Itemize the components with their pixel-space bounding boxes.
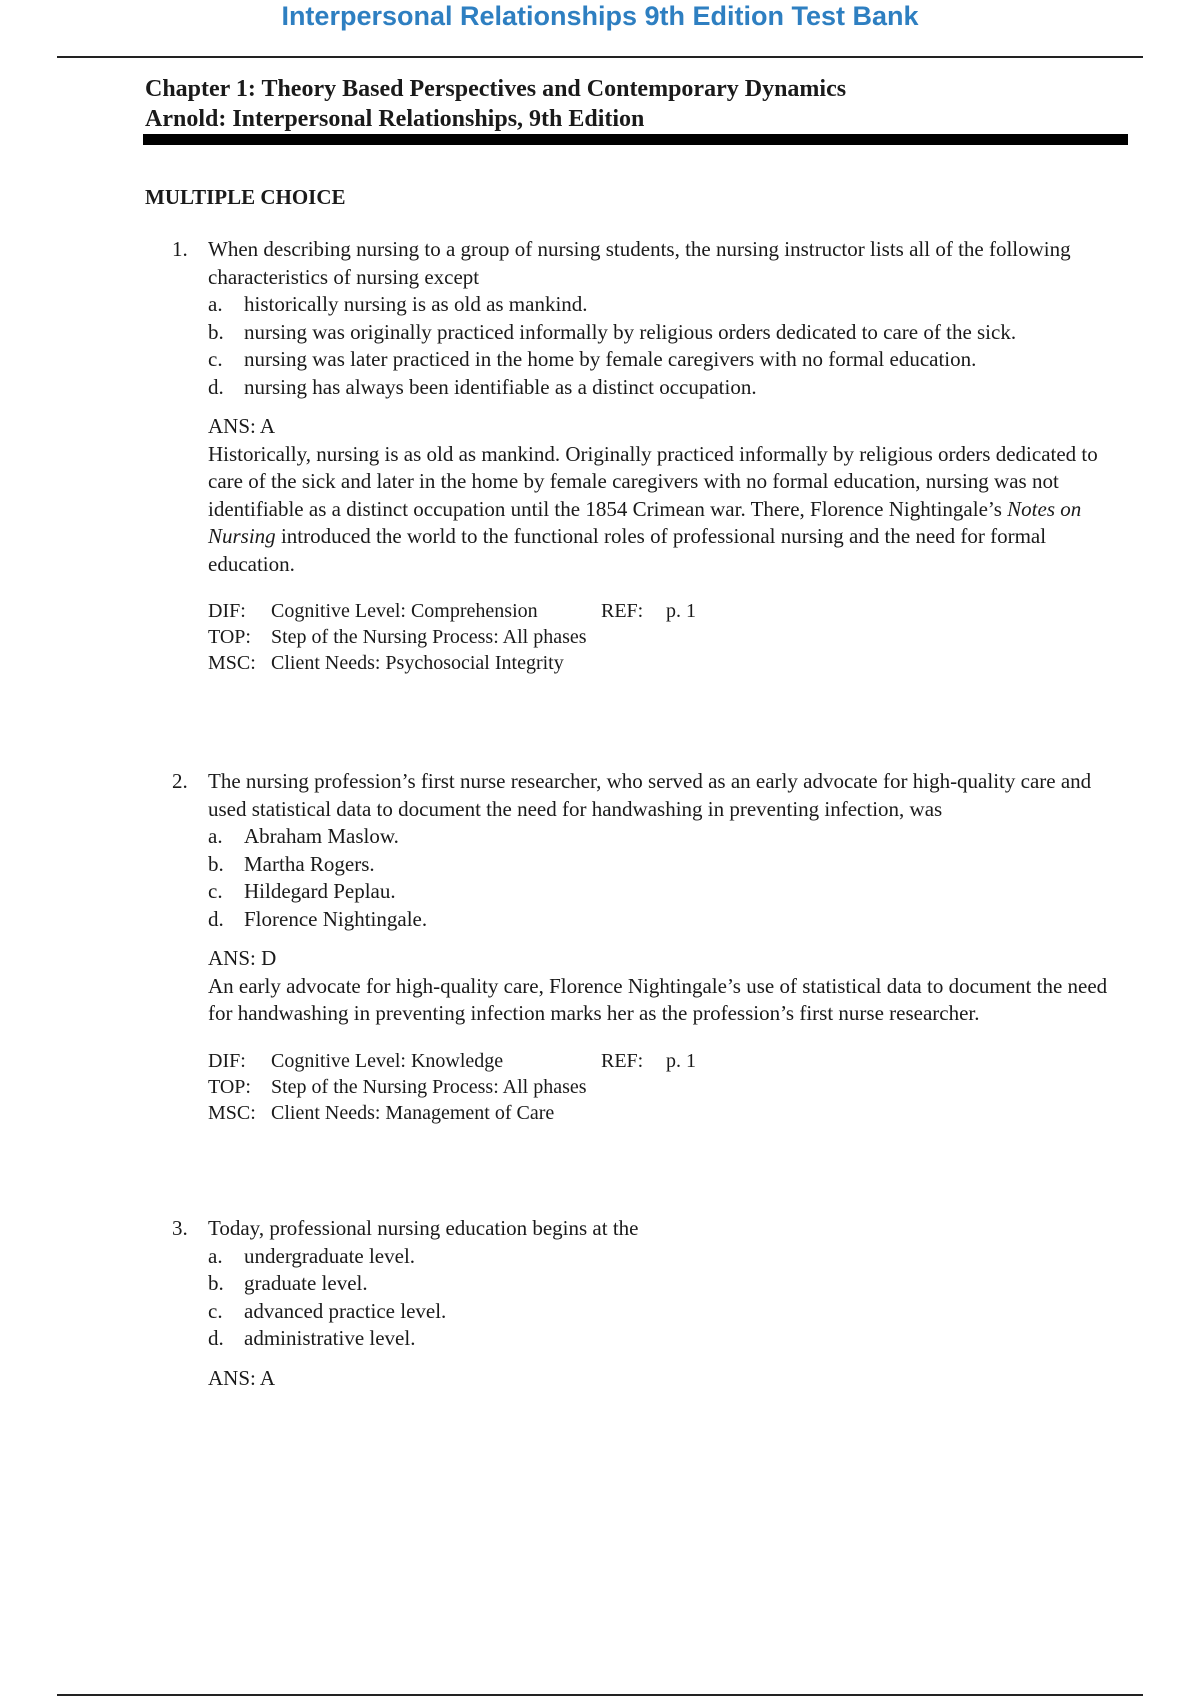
option-c: c. nursing was later practiced in the home by female caregivers with no formal education. — [208, 347, 977, 371]
question-number: 1. — [172, 237, 188, 261]
chapter-heading — [145, 74, 1125, 134]
book-title: Arnold: Interpersonal Relationships, 9th Edition — [145, 106, 645, 132]
answer-key: ANS: A — [208, 414, 276, 438]
option-list — [208, 1243, 1132, 1353]
question-stem: Today, professional nursing education begins at the — [208, 1216, 639, 1240]
option-a: a. historically nursing is as old as mankind. — [208, 292, 588, 316]
chapter-title: Chapter 1: Theory Based Perspectives and Contemporary Dynamics — [145, 76, 847, 102]
rationale: An early advocate for high-quality care, Florence Nightingale’s use of statistical data to document the need for handwashing in preventing infection marks her as the profession’s first nurse researcher. — [208, 973, 1108, 1025]
option-list — [208, 823, 1132, 933]
option-d: d. nursing has always been identifiable as a distinct occupation. — [208, 374, 757, 399]
question-3 — [172, 1215, 1132, 1392]
top-rule — [57, 56, 1143, 58]
question-metadata: DIF: Cognitive Level: Knowledge REF: p. 1 TOP: Step of the Nursing Process: All phases MSC: Client Needs: Management of Care — [208, 1049, 696, 1124]
question-number: 3. — [172, 1216, 188, 1240]
question-number: 2. — [172, 769, 188, 793]
option-d: d. Florence Nightingale. — [208, 906, 428, 931]
answer-key: ANS: A — [208, 1365, 276, 1390]
option-d: d. administrative level. — [208, 1326, 416, 1350]
answer-key: ANS: D — [208, 946, 277, 970]
question-2 — [172, 768, 1132, 1126]
book-title-italic: Notes on Nursing — [208, 496, 1082, 548]
option-b: b. graduate level. — [208, 1271, 368, 1295]
option-b: b. Martha Rogers. — [208, 851, 375, 876]
question-stem: The nursing profession’s first nurse researcher, who served as an early advocate for high-quality care and used statistical data to document the need for handwashing in preventing infection, was — [208, 769, 1092, 821]
rationale: Historically, nursing is as old as mankind. Originally practiced informally by religious orders dedicated to care of the sick and later in the home by female caregivers with no formal education, nursing was not identifiable as a distinct occupation until the 1854 Crimean war. There, Florence Nightingale’s Notes on Nursing introduced the world to the functional roles of professional nursing and the need for formal education. — [208, 441, 1098, 576]
option-c: c. Hildegard Peplau. — [208, 879, 396, 903]
heading-divider — [143, 134, 1128, 145]
banner-title: Interpersonal Relationships 9th Edition Test Bank — [281, 1, 919, 31]
option-list — [208, 291, 1132, 401]
option-a: a. Abraham Maslow. — [208, 824, 399, 848]
section-title: MULTIPLE CHOICE — [145, 185, 346, 209]
option-c: c. advanced practice level. — [208, 1298, 447, 1323]
question-metadata: DIF: Cognitive Level: Comprehension REF: p. 1 TOP: Step of the Nursing Process: All phases MSC: Client Needs: Psychosocial Integrity — [208, 600, 696, 674]
question-1 — [172, 236, 1132, 676]
bottom-rule — [57, 1694, 1143, 1696]
option-a: a. undergraduate level. — [208, 1243, 416, 1268]
option-b: b. nursing was originally practiced informally by religious orders dedicated to care of the sick. — [208, 319, 1017, 344]
question-stem: When describing nursing to a group of nursing students, the nursing instructor lists all of the following characteristics of nursing except — [208, 237, 1071, 289]
